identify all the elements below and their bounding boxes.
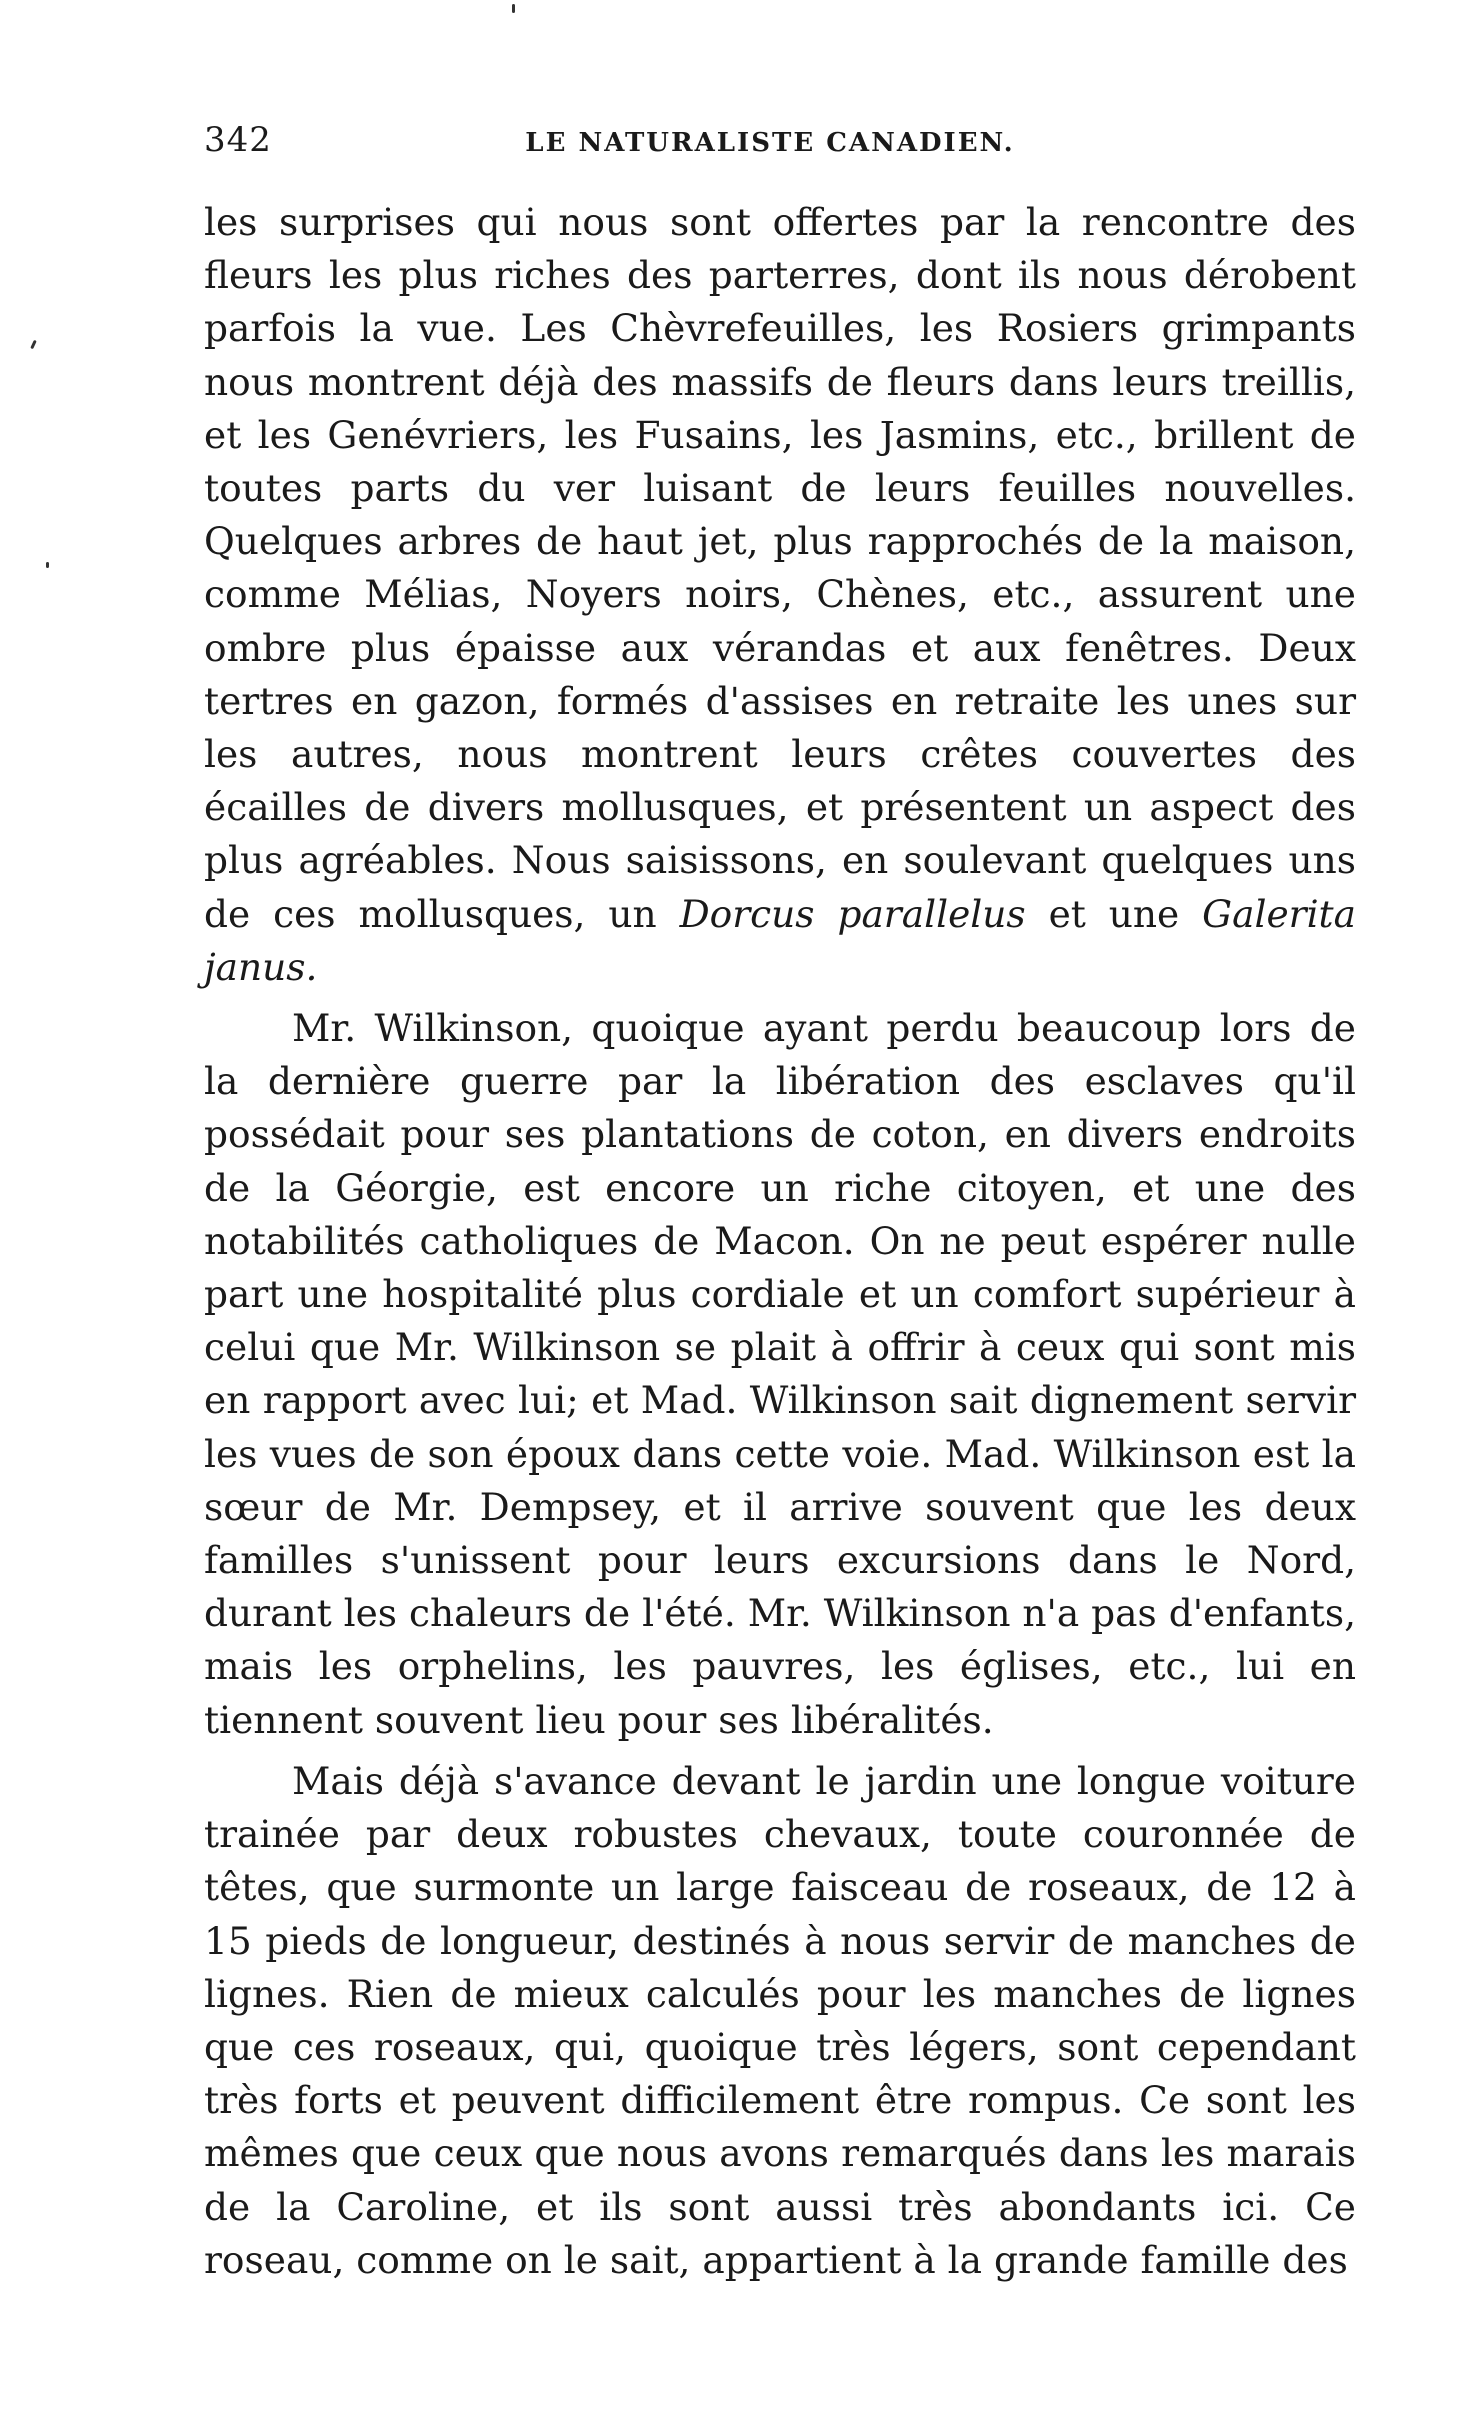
page-header bbox=[204, 120, 1336, 176]
paragraph-2-text: Mr. Wilkinson, quoique ayant perdu beaucoup lors de la dernière guerre par la libération des esclaves qu'il possédait pour ses plantations de coton, en divers endroits de la Géorgie, est encore un riche citoyen, et une des notabilités catholiques de Macon. On ne peut espérer nulle part une hospitalité plus cordiale et un comfort supérieur à celui que Mr. Wilkinson se plait à offrir à ceux qui sont mis en rapport avec lui; et Mad. Wilkinson sait dignement servir les vues de son époux dans cette voie. Mad. Wilkinson est la sœur de Mr. Dempsey, et il arrive souvent que les deux familles s'unissent pour leurs excursions dans le Nord, durant les chaleurs de l'été. Mr. Wilkinson n'a pas d'enfants, mais les orphelins, les pauvres, les églises, etc., lui en tiennent souvent lieu pour ses libéralités. bbox=[204, 1006, 1356, 1742]
paragraph-3-text: Mais déjà s'avance devant le jardin une longue voiture trainée par deux robustes chevaux, toute couronnée de têtes, que surmonte un large faisceau de roseaux, de 12 à 15 pieds de longueur, destinés à nous servir de manches de lignes. Rien de mieux calculés pour les manches de lignes que ces roseaux, qui, quoique très légers, sont cependant très forts et peuvent difficilement être rompus. Ce sont les mêmes que ceux que nous avons remarqués dans les marais de la Caroline, et ils sont aussi très abondants ici. Ce roseau, comme on le sait, appartient à la grande famille des bbox=[204, 1758, 1356, 2282]
running-head: LE NATURALISTE CANADIEN. bbox=[525, 128, 1015, 158]
margin-speck-mark bbox=[46, 562, 49, 568]
species-name-galerita: Galerita janus. bbox=[204, 891, 1356, 989]
paragraph-1 bbox=[204, 196, 1356, 994]
paragraph-1-conjunction: et une bbox=[1025, 891, 1203, 936]
paragraph-2 bbox=[204, 1002, 1356, 1747]
print-speck-mark bbox=[512, 4, 515, 13]
paragraph-3 bbox=[204, 1755, 1356, 2287]
paragraph-1-text: les surprises qui nous sont offertes par la rencontre des fleurs les plus riches des parterres, dont ils nous dérobent parfois la vue. Les Chèvrefeuilles, les Rosiers grimpants nous montrent déjà des massifs de fleurs dans leurs treillis, et les Genévriers, les Fusains, les Jasmins, etc., brillent de toutes parts du ver luisant de leurs feuilles nouvelles. Quelques arbres de haut jet, plus rapprochés de la maison, comme Mélias, Noyers noirs, Chènes, etc., assurent une ombre plus épaisse aux vérandas et aux fenêtres. Deux tertres en gazon, formés d'assises en retraite les unes sur les autres, nous montrent leurs crêtes couvertes des écailles de divers mollusques, et présentent un aspect des plus agréables. Nous saisissons, en soulevant quelques uns de ces mollusques, un bbox=[204, 200, 1356, 936]
page-number: 342 bbox=[204, 120, 272, 160]
margin-speck-mark bbox=[30, 340, 37, 349]
body-text bbox=[204, 196, 1356, 2287]
species-name-dorcus: Dorcus parallelus bbox=[679, 891, 1026, 936]
